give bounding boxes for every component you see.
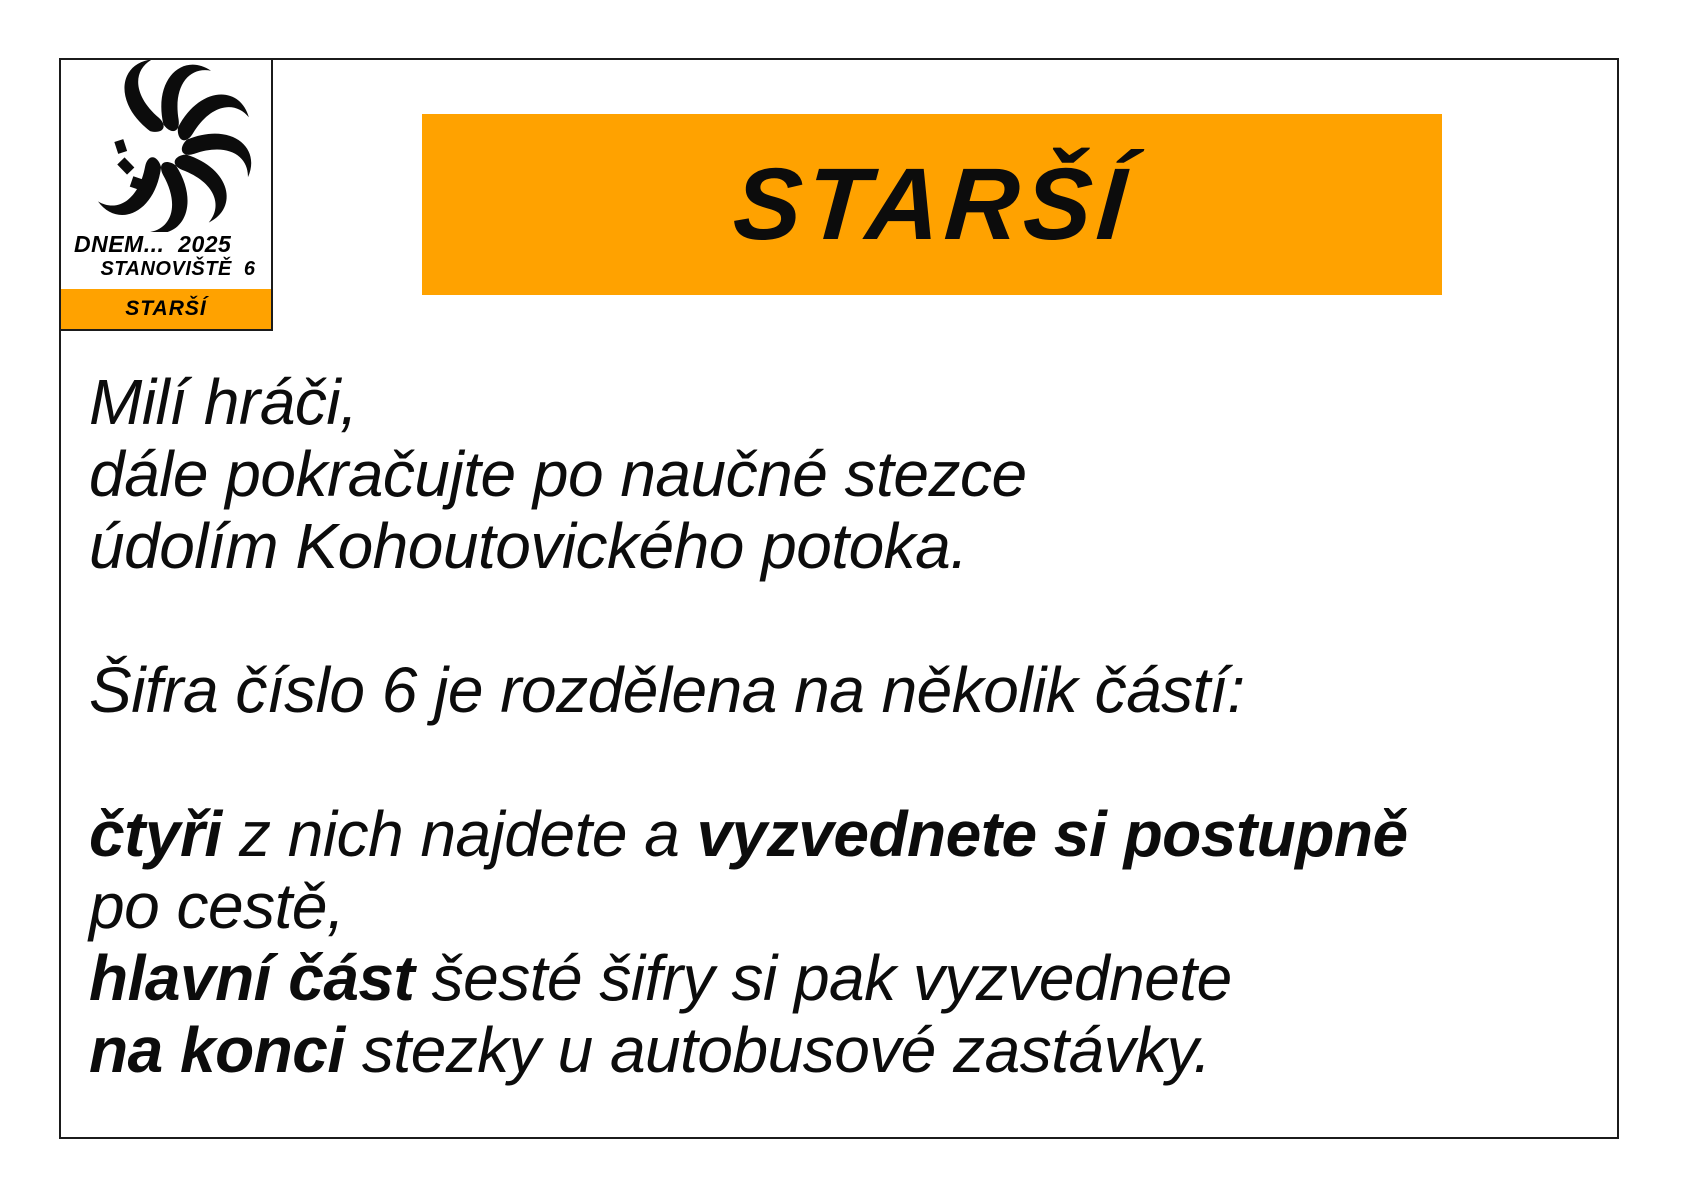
page-border-frame xyxy=(59,58,1619,1139)
text-line xyxy=(89,366,1408,438)
text-segment: údolím Kohoutovického potoka. xyxy=(89,510,968,582)
text-line xyxy=(89,438,1408,510)
text-segment: po cestě, xyxy=(89,870,345,942)
text-line xyxy=(89,798,1408,870)
text-segment: šesté šifry si pak vyzvednete xyxy=(414,942,1232,1014)
text-line xyxy=(89,1014,1408,1086)
page-title: STARŠÍ xyxy=(729,147,1135,261)
emphasis-text-segment: na konci xyxy=(89,1014,345,1086)
text-segment: Milí hráči, xyxy=(89,366,358,438)
instruction-text xyxy=(89,366,1408,1086)
swirl-logo-icon xyxy=(61,60,271,232)
logo-category-label: STARŠÍ xyxy=(125,297,207,320)
text-segment: dále pokračujte po naučné stezce xyxy=(89,438,1027,510)
emphasis-text-segment: čtyři xyxy=(89,798,222,870)
logo-year-line: DNEM... 2025 xyxy=(74,231,232,257)
logo-box xyxy=(59,58,273,331)
emphasis-text-segment: hlavní část xyxy=(89,942,415,1014)
text-segment: z nich najdete a xyxy=(221,798,697,870)
logo-category-band xyxy=(61,289,271,329)
text-line xyxy=(89,870,1408,942)
text-segment: Šifra číslo 6 je rozdělena na několik částí: xyxy=(89,654,1245,726)
text-segment: stezky u autobusové zastávky. xyxy=(344,1014,1211,1086)
title-banner xyxy=(422,114,1442,295)
text-line xyxy=(89,942,1408,1014)
emphasis-text-segment: vyzvednete si postupně xyxy=(696,798,1408,870)
text-line xyxy=(89,582,1408,654)
text-line xyxy=(89,726,1408,798)
logo-station-line: STANOVIŠTĚ 6 xyxy=(100,258,256,280)
text-line xyxy=(89,654,1408,726)
text-line xyxy=(89,510,1408,582)
